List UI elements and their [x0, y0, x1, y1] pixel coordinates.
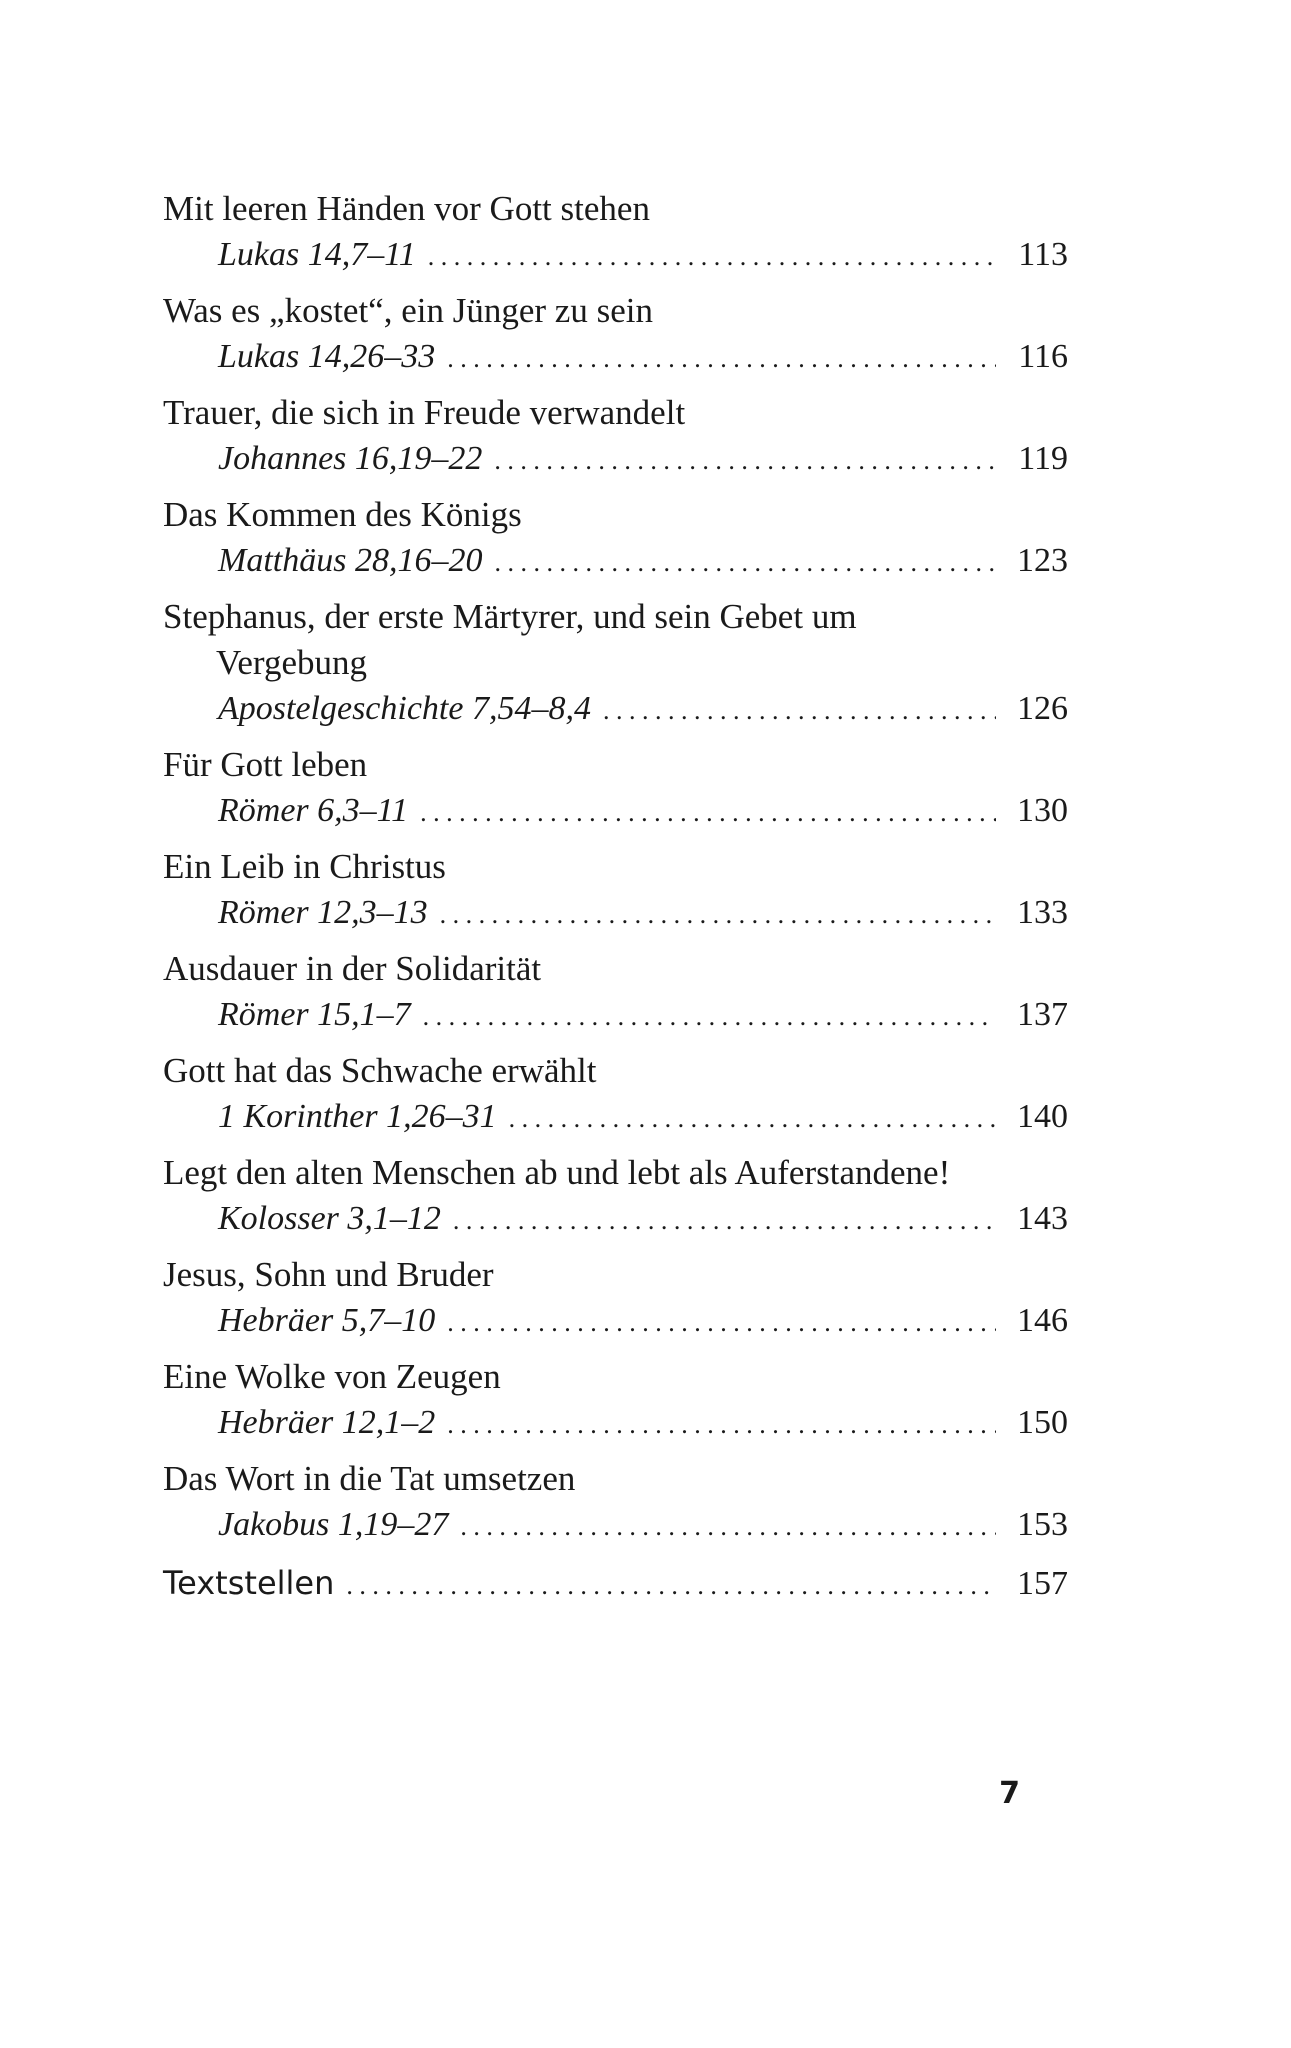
- table-of-contents: [163, 186, 1068, 1558]
- entry-title: [163, 1048, 1068, 1094]
- entry-title-text: Stephanus, der erste Märtyrer, und sein Gebet um: [163, 597, 857, 636]
- entry-title-text: Was es „kostet“, ein Jünger zu sein: [163, 291, 653, 330]
- dot-leader: [453, 1198, 996, 1244]
- entry-title-text: Legt den alten Menschen ab und lebt als Auferstandene!: [163, 1153, 951, 1192]
- entry-reference-line: [163, 1400, 1068, 1448]
- entry-title-text: Das Wort in die Tat umsetzen: [163, 1459, 576, 1498]
- entry-reference-line: [163, 1502, 1068, 1550]
- appendix-page-number: 157: [1017, 1565, 1068, 1602]
- entry-title-text: Das Kommen des Königs: [163, 495, 522, 534]
- toc-entry: [163, 288, 1068, 382]
- toc-entry: [163, 1048, 1068, 1142]
- entry-reference-line: [163, 1094, 1068, 1142]
- entry-title-text: Gott hat das Schwache erwählt: [163, 1051, 597, 1090]
- toc-entry: [163, 390, 1068, 484]
- appendix-label: Textstellen: [163, 1564, 335, 1602]
- scripture-reference: Johannes 16,19–22: [218, 440, 483, 477]
- toc-entry: [163, 594, 1068, 734]
- page-number: 146: [1017, 1302, 1068, 1339]
- dot-leader: [428, 234, 996, 280]
- dot-leader: [603, 688, 996, 734]
- dot-leader: [447, 1300, 996, 1346]
- page-number: 113: [1018, 236, 1068, 273]
- page-number: 143: [1017, 1200, 1068, 1237]
- scripture-reference: Lukas 14,7–11: [218, 236, 416, 273]
- page-number: 153: [1017, 1506, 1068, 1543]
- entry-title-text: Ein Leib in Christus: [163, 847, 446, 886]
- page-number: 116: [1018, 338, 1068, 375]
- entry-title-text: Ausdauer in der Solidarität: [163, 949, 542, 988]
- toc-entry: [163, 1252, 1068, 1346]
- page-number: 123: [1017, 542, 1068, 579]
- page-number: 150: [1017, 1404, 1068, 1441]
- toc-entry: [163, 1354, 1068, 1448]
- scripture-reference: Kolosser 3,1–12: [218, 1200, 441, 1237]
- entry-title: [163, 1354, 1068, 1400]
- dot-leader: [494, 540, 996, 586]
- scripture-reference: Lukas 14,26–33: [218, 338, 436, 375]
- dot-leader: [420, 790, 996, 836]
- entry-reference-line: [163, 890, 1068, 938]
- entry-title: [163, 390, 1068, 436]
- entry-reference-line: [163, 436, 1068, 484]
- toc-entry: [163, 1150, 1068, 1244]
- entry-title: [163, 1150, 1068, 1196]
- dot-leader: [447, 1402, 996, 1448]
- scripture-reference: Römer 12,3–13: [218, 894, 428, 931]
- entry-reference-line: [163, 538, 1068, 586]
- entry-title-text: Für Gott leben: [163, 745, 368, 784]
- entry-title-text: Mit leeren Händen vor Gott stehen: [163, 189, 650, 228]
- page-number: 133: [1017, 894, 1068, 931]
- entry-reference-line: [163, 1298, 1068, 1346]
- scripture-reference: 1 Korinther 1,26–31: [218, 1098, 497, 1135]
- toc-entry: [163, 492, 1068, 586]
- entry-title: [163, 492, 1068, 538]
- page-number: 126: [1017, 690, 1068, 727]
- entry-reference-line: [163, 1196, 1068, 1244]
- entry-title: [163, 844, 1068, 890]
- dot-leader: [509, 1096, 996, 1142]
- dot-leader: [494, 438, 996, 484]
- entry-reference-line: [163, 232, 1068, 280]
- toc-entry: [163, 742, 1068, 836]
- dot-leader: [346, 1563, 996, 1609]
- scripture-reference: Römer 6,3–11: [218, 792, 409, 829]
- scripture-reference: Apostelgeschichte 7,54–8,4: [218, 690, 591, 727]
- entry-title-text: Trauer, die sich in Freude verwandelt: [163, 393, 686, 432]
- page-number: 137: [1017, 996, 1068, 1033]
- scripture-reference: Hebräer 5,7–10: [218, 1302, 436, 1339]
- entry-title-text: Eine Wolke von Zeugen: [163, 1357, 501, 1396]
- toc-entry: [163, 186, 1068, 280]
- page-number: 119: [1018, 440, 1068, 477]
- entry-reference-line: [163, 992, 1068, 1040]
- entry-reference-line: [163, 686, 1068, 734]
- toc-entry: [163, 1456, 1068, 1550]
- page-number: 140: [1017, 1098, 1068, 1135]
- dot-leader: [440, 892, 996, 938]
- toc-entry: [163, 844, 1068, 938]
- entry-title: [163, 186, 1068, 232]
- entry-title: [163, 594, 1068, 686]
- entry-title: [163, 1456, 1068, 1502]
- scripture-reference: Hebräer 12,1–2: [218, 1404, 436, 1441]
- page-folio: 7: [999, 1776, 1020, 1811]
- entry-title-continuation: Vergebung: [216, 643, 367, 682]
- scripture-reference: Römer 15,1–7: [218, 996, 411, 1033]
- page-number: 130: [1017, 792, 1068, 829]
- toc-entry: [163, 946, 1068, 1040]
- scripture-reference: Matthäus 28,16–20: [218, 542, 483, 579]
- entry-title: [163, 1252, 1068, 1298]
- entry-reference-line: [163, 334, 1068, 382]
- entry-title: [163, 742, 1068, 788]
- dot-leader: [447, 336, 996, 382]
- entry-reference-line: [163, 788, 1068, 836]
- entry-title-text: Jesus, Sohn und Bruder: [163, 1255, 494, 1294]
- entry-title: [163, 288, 1068, 334]
- entry-title: [163, 946, 1068, 992]
- scripture-reference: Jakobus 1,19–27: [218, 1506, 449, 1543]
- dot-leader: [460, 1504, 996, 1550]
- appendix-entry: [163, 1560, 1068, 1609]
- dot-leader: [423, 994, 996, 1040]
